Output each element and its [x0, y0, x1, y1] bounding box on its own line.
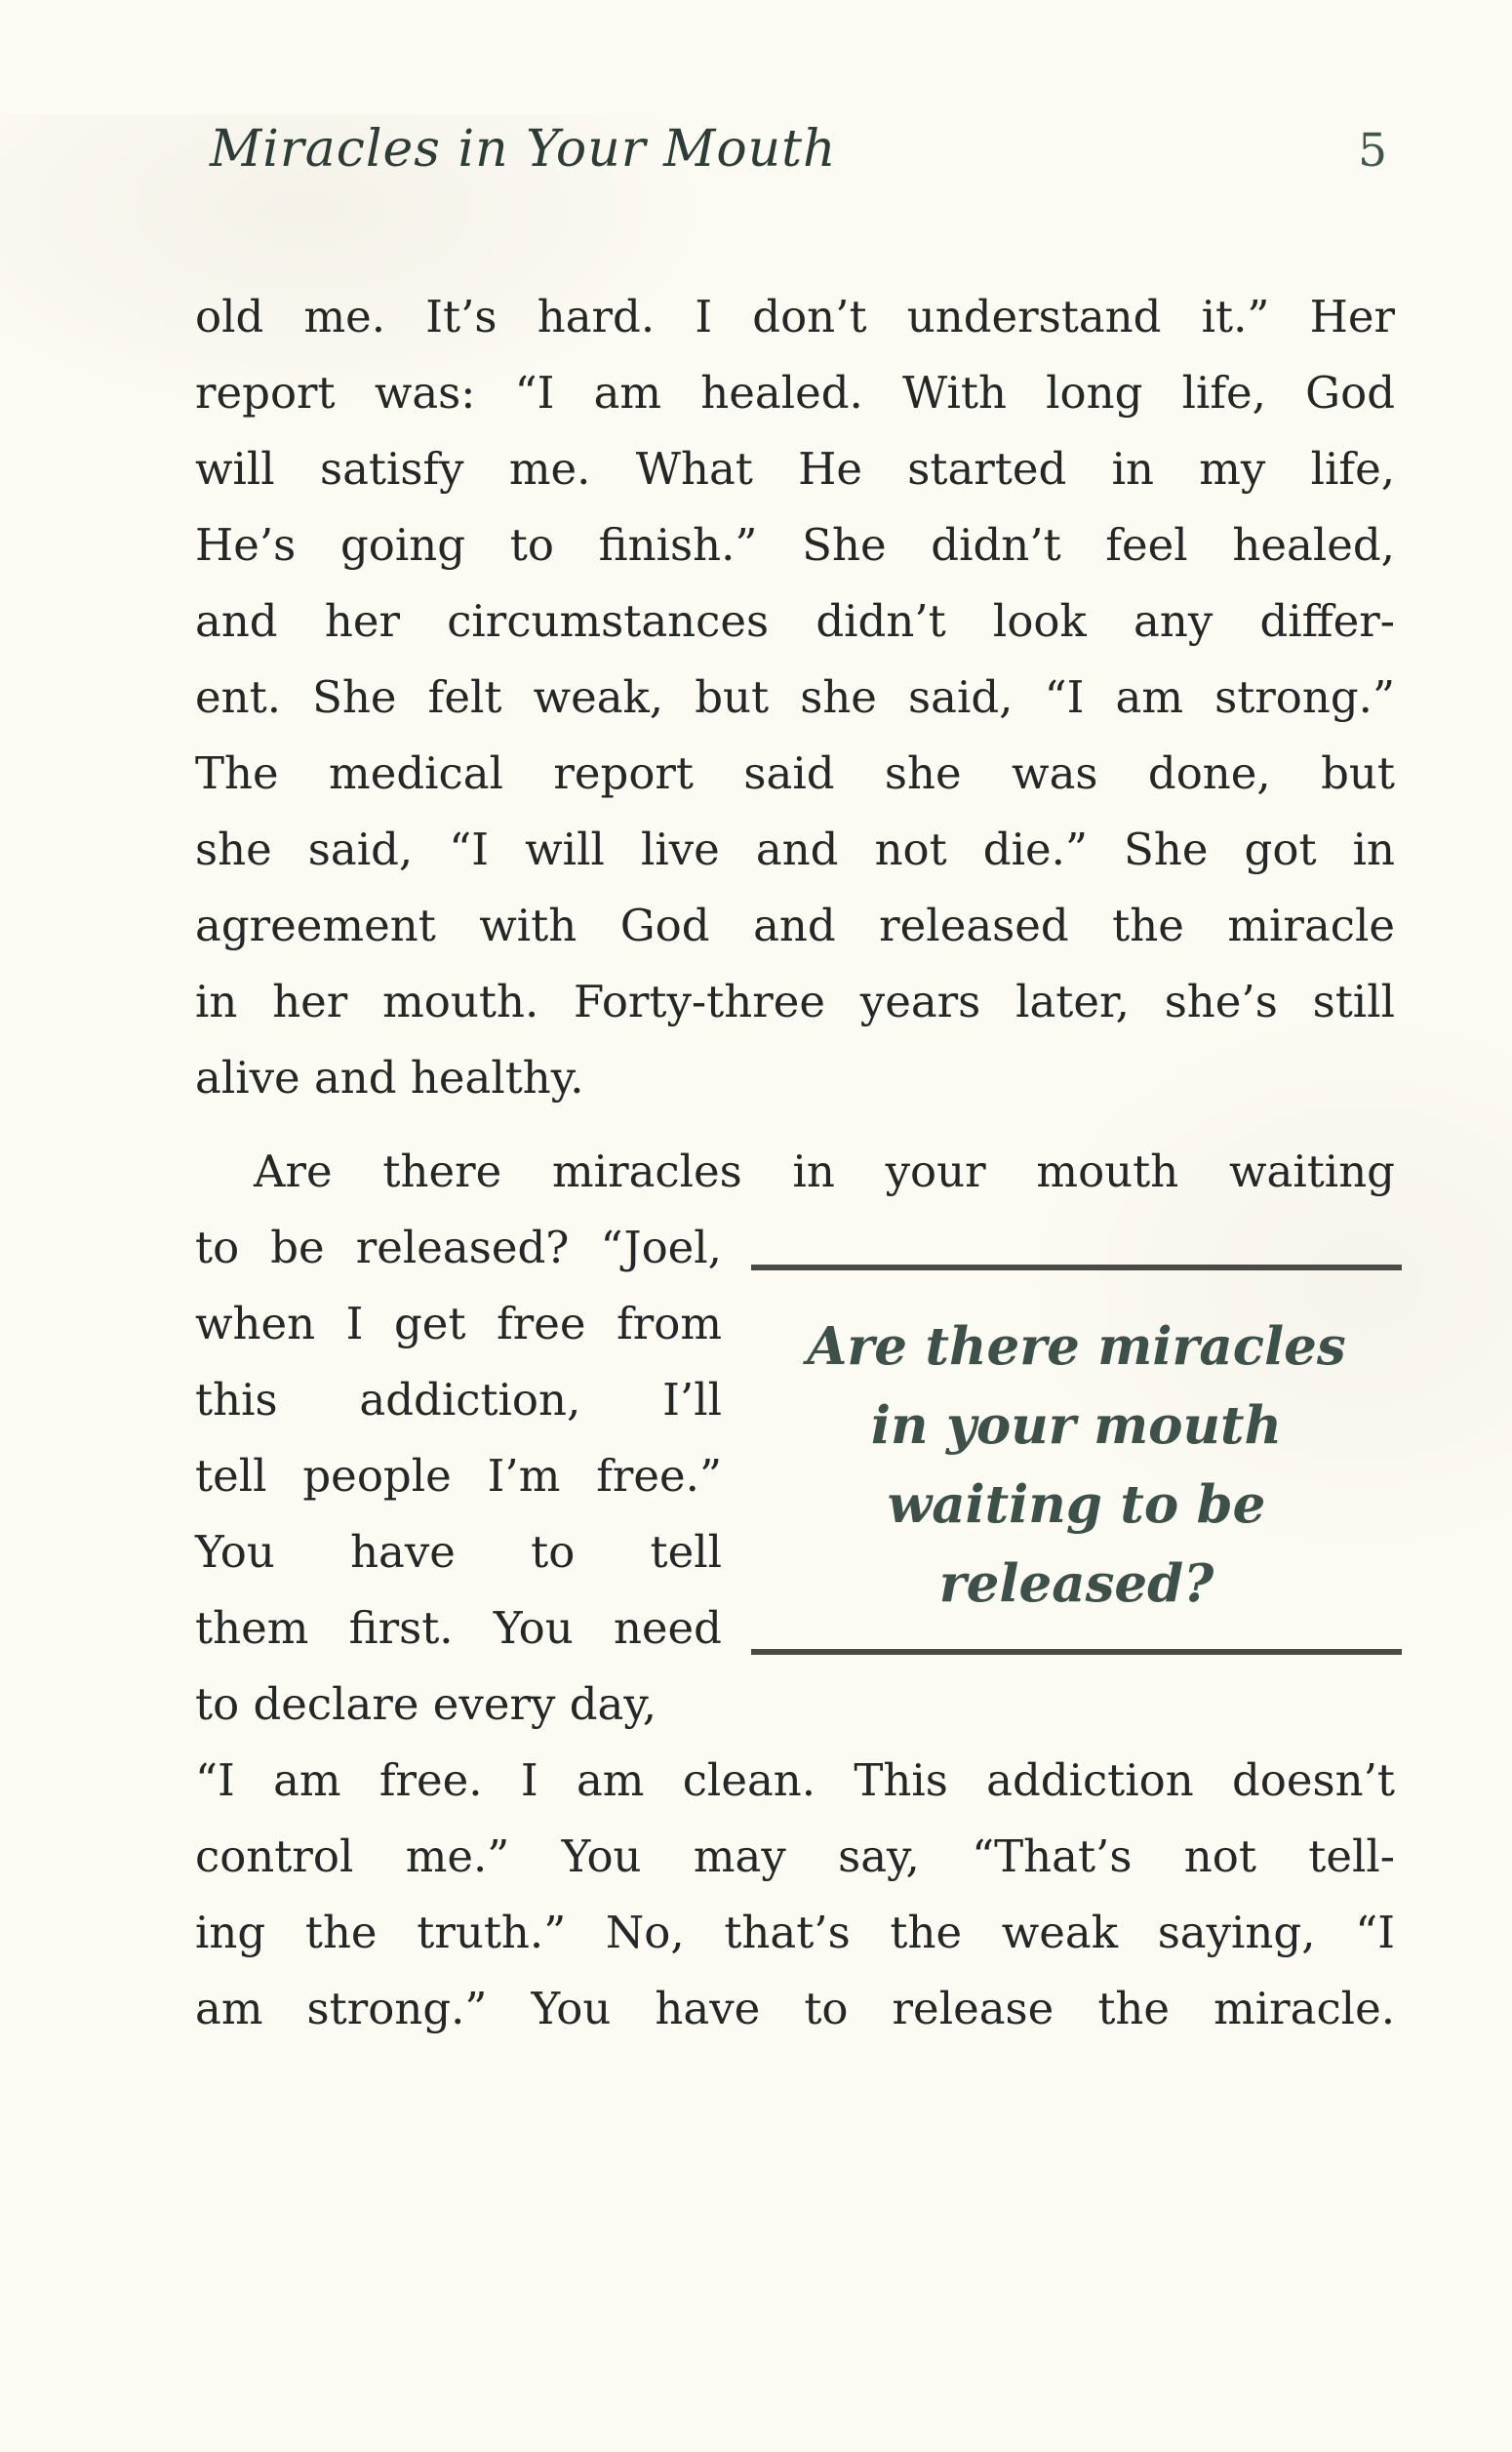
text-line: ing the truth.” No, that’s the weak saying, “I — [195, 1907, 1395, 1958]
pull-quote-text — [757, 1307, 1396, 1624]
text-line: released? — [938, 1553, 1214, 1614]
text-line: Are there miracles — [807, 1316, 1346, 1377]
pull-quote-box — [751, 1265, 1402, 1655]
text-line: control me.” You may say, “That’s not tell- — [195, 1830, 1395, 1882]
text-line: this addiction, I’ll — [195, 1374, 722, 1426]
paragraph-question-first-line: Are there miracles in your mouth waiting — [254, 1146, 1395, 1197]
text-line: “I am free. I am clean. This addiction doesn’t — [195, 1754, 1395, 1806]
text-line: ent. She felt weak, but she said, “I am strong.” — [195, 671, 1395, 723]
text-line: and her circumstances didn’t look any differ- — [195, 595, 1395, 647]
text-line: when I get free from — [195, 1298, 722, 1349]
page-number: 5 — [1358, 124, 1387, 178]
text-line: old me. It’s hard. I don’t understand it.” Her — [195, 291, 1395, 342]
text-line: He’s going to finish.” She didn’t feel healed, — [195, 519, 1395, 571]
book-page — [0, 115, 1512, 2452]
paragraph-main — [195, 279, 1395, 1116]
text-wrap-row — [195, 1210, 1402, 1743]
text-line: to be released? “Joel, — [195, 1222, 722, 1273]
text-line: alive and healthy. — [195, 1052, 584, 1104]
running-header — [210, 115, 1387, 185]
text-line: she said, “I will live and not die.” She got in — [195, 824, 1395, 875]
text-line: The medical report said she was done, but — [195, 747, 1395, 799]
text-line: waiting to be — [887, 1474, 1266, 1535]
paragraph-bottom — [195, 1743, 1395, 2047]
text-line: to declare every day, — [195, 1678, 657, 1730]
text-line: in her mouth. Forty-three years later, she’s still — [195, 976, 1395, 1027]
text-line: am strong.” You have to release the miracle. — [195, 1983, 1395, 2034]
text-line: tell people I’m free.” — [195, 1450, 722, 1502]
text-line: agreement with God and released the miracle — [195, 900, 1395, 951]
text-line: You have to tell — [195, 1526, 722, 1578]
paragraph-left-column — [195, 1210, 722, 1743]
text-line: them first. You need — [195, 1602, 722, 1654]
text-line: in your mouth — [870, 1395, 1283, 1456]
running-header-title: Miracles in Your Mouth — [210, 120, 837, 179]
text-line: report was: “I am healed. With long life, God — [195, 367, 1395, 419]
text-line: will satisfy me. What He started in my life, — [195, 443, 1395, 495]
